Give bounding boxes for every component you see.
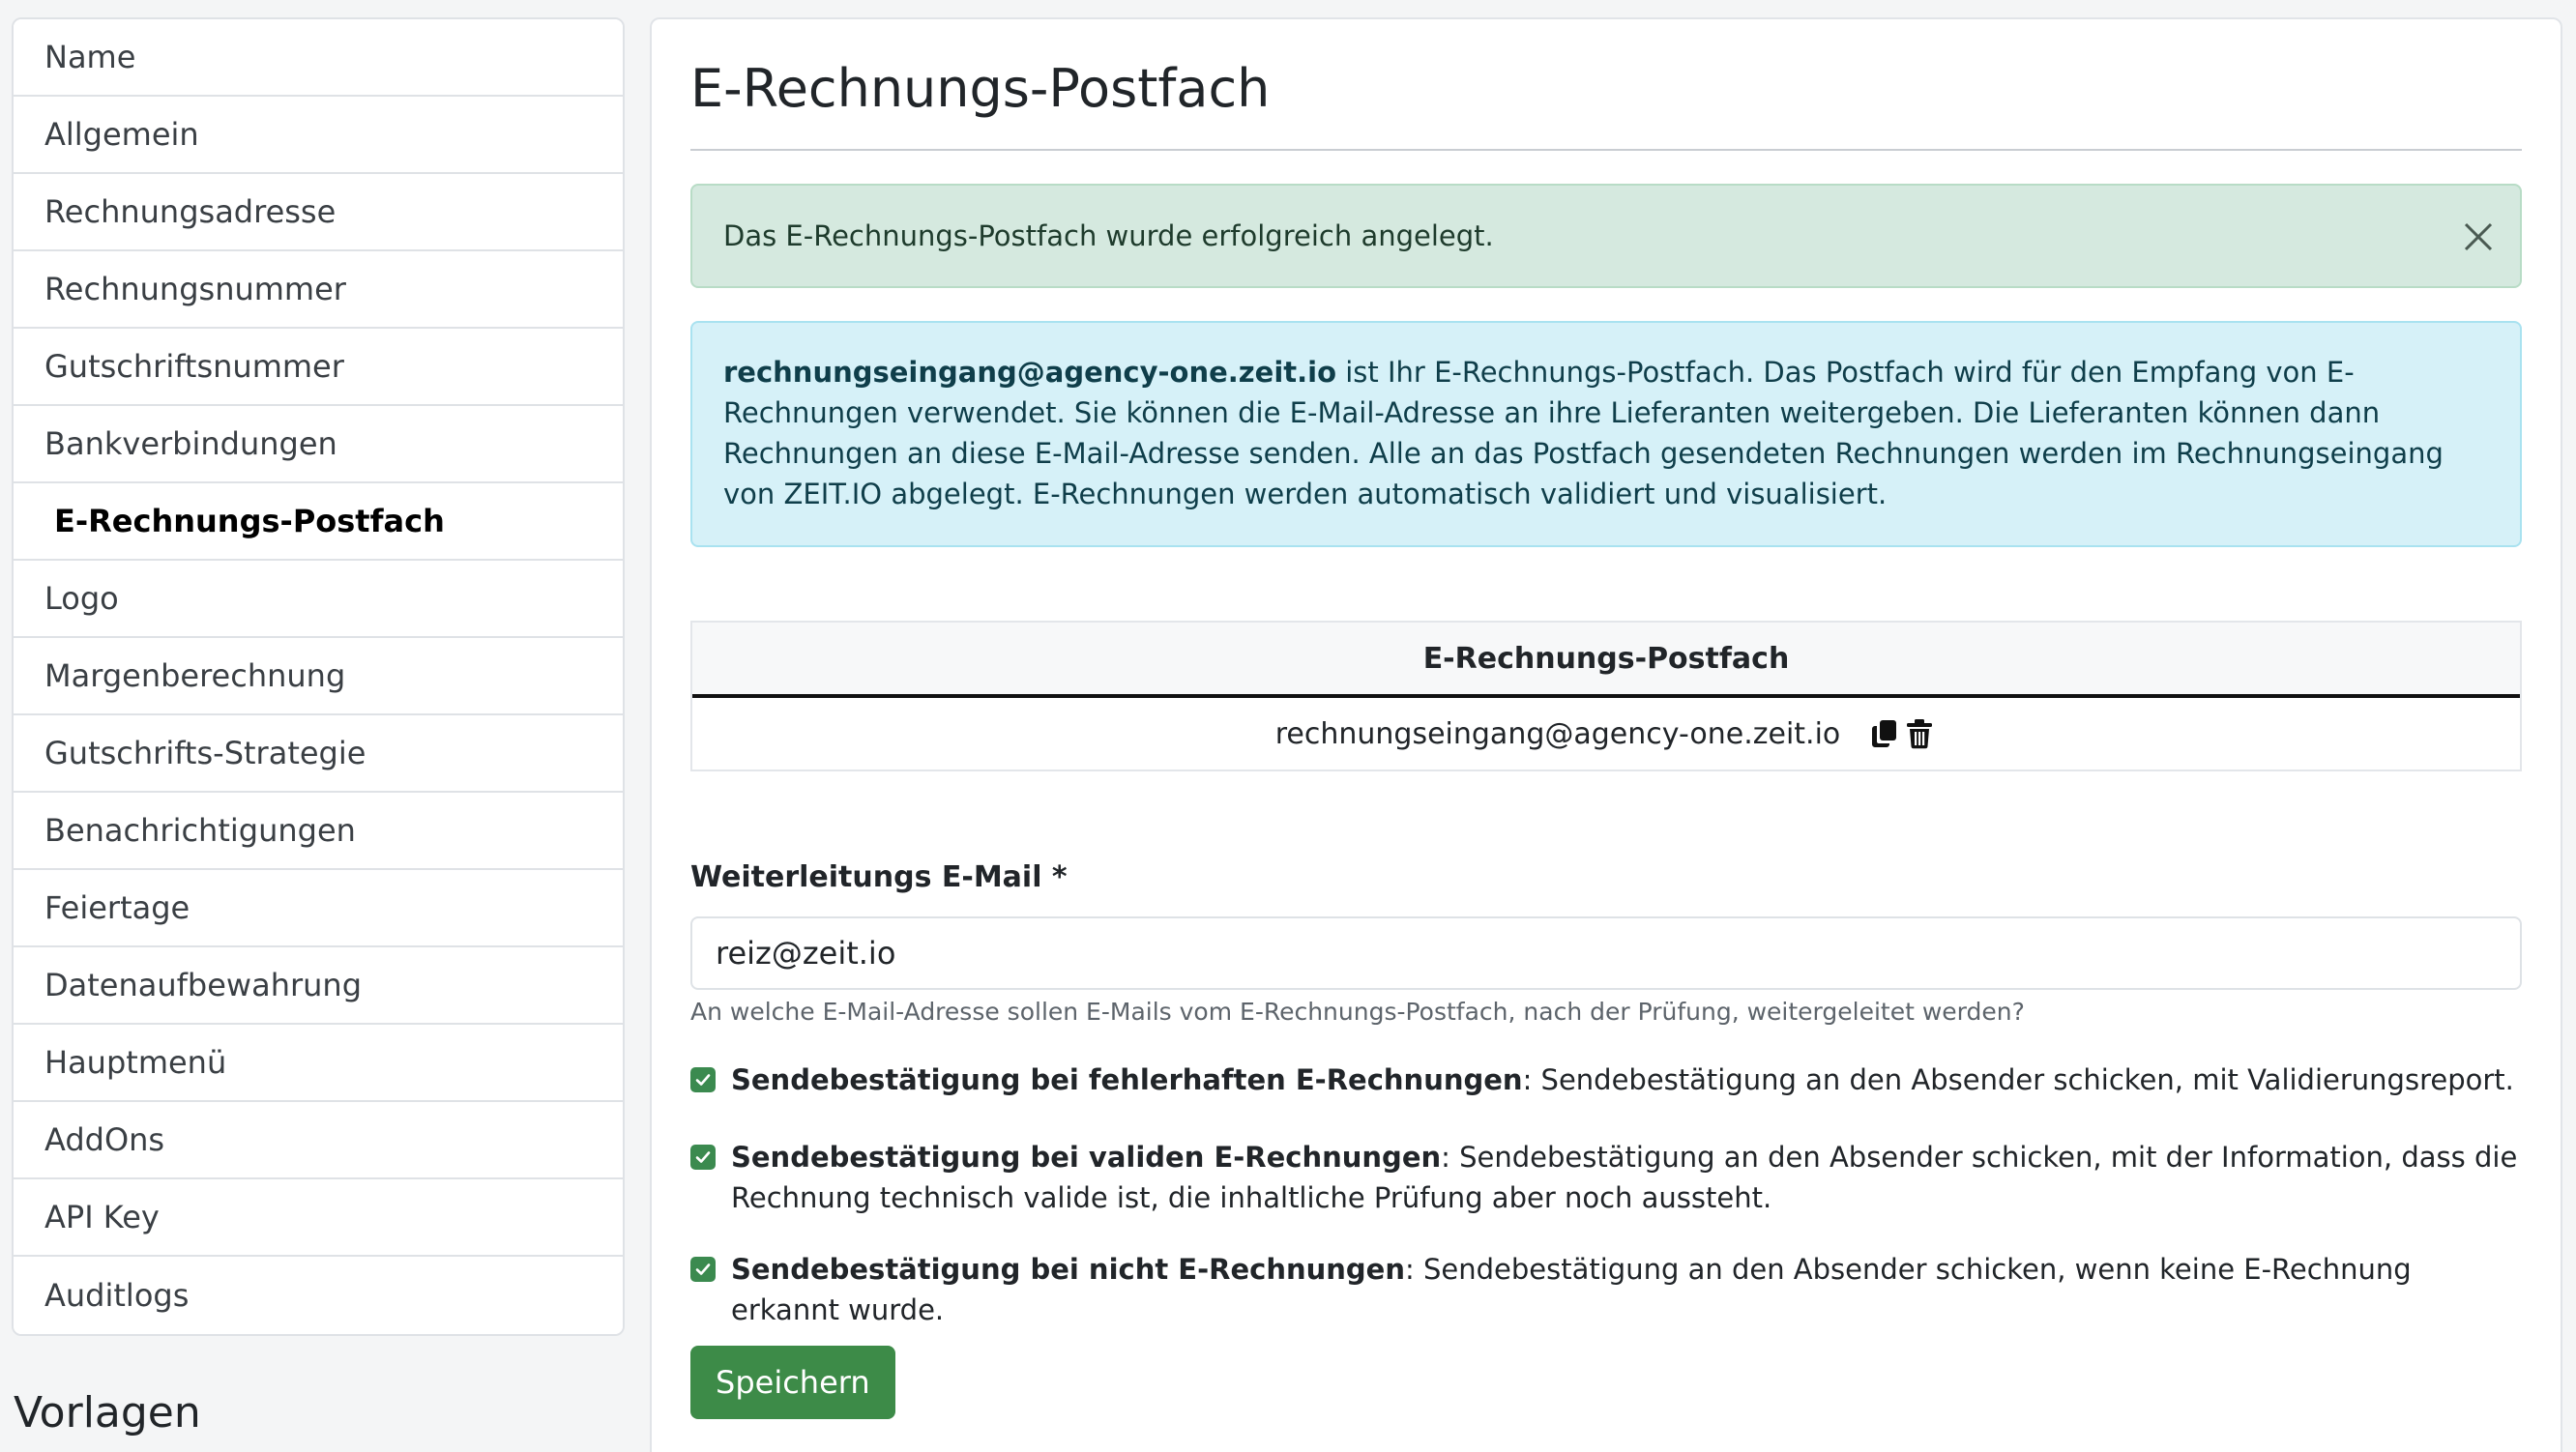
sidebar-item-e-rechnungs-postfach[interactable] [14,483,623,561]
checkbox-invalid-einvoices[interactable] [690,1067,716,1092]
sidebar-item-label: Rechnungsnummer [44,271,346,307]
option-invalid-einvoices [690,1060,2522,1100]
sidebar-item-margenberechnung[interactable] [14,638,623,715]
sidebar-item-label: Gutschrifts-Strategie [44,735,366,771]
option-non-einvoices [690,1249,2522,1330]
checkmark-icon [694,1148,712,1166]
option-valid-einvoices [690,1137,2522,1218]
sidebar-item-label: Name [44,39,136,75]
success-alert-text: Das E-Rechnungs-Postfach wurde erfolgreich angelegt. [723,219,1494,252]
option-title: Sendebestätigung bei fehlerhaften E-Rechnungen [731,1063,1523,1096]
page-title: E-Rechnungs-Postfach [690,58,1271,119]
sidebar-item-label: Feiertage [44,889,190,926]
sidebar-item-feiertage[interactable] [14,870,623,947]
checkbox-non-einvoices[interactable] [690,1257,716,1282]
sidebar-item-api-key[interactable] [14,1179,623,1257]
settings-nav [12,17,625,1336]
settings-sidebar [12,17,625,1437]
option-label [731,1137,2522,1218]
sidebar-item-label: E-Rechnungs-Postfach [54,503,445,539]
table-header-cell: E-Rechnungs-Postfach [1422,641,1790,676]
sidebar-item-rechnungsadresse[interactable] [14,174,623,251]
sidebar-item-name[interactable] [14,19,623,97]
checkmark-icon [694,1071,712,1089]
sidebar-item-addons[interactable] [14,1102,623,1179]
sidebar-item-label: AddOns [44,1121,165,1158]
option-description: : Sendebestätigung an den Absender schicken, mit Validierungsreport. [1522,1063,2514,1096]
sidebar-item-gutschrifts-strategie[interactable] [14,715,623,793]
save-button[interactable]: Speichern [690,1346,895,1419]
sidebar-item-label: Margenberechnung [44,657,346,694]
sidebar-item-allgemein[interactable] [14,97,623,174]
sidebar-item-label: Bankverbindungen [44,425,337,462]
option-title: Sendebestätigung bei validen E-Rechnungen [731,1141,1442,1174]
trash-icon[interactable] [1905,718,1934,749]
sidebar-item-gutschriftsnummer[interactable] [14,329,623,406]
sidebar-item-rechnungsnummer[interactable] [14,251,623,329]
sidebar-item-label: Rechnungsadresse [44,193,337,230]
copy-icon[interactable] [1870,718,1899,749]
option-description: : Sendebestätigung an den Absender schicken, wenn keine E-Rechnung erkannt wurde. [731,1253,2412,1326]
mailbox-email-highlight: rechnungseingang@agency-one.zeit.io [723,356,1337,389]
close-icon[interactable] [2462,220,2495,253]
success-alert [690,184,2522,288]
checkmark-icon [694,1261,712,1278]
option-label [731,1060,2522,1100]
mailbox-table [690,621,2522,771]
sidebar-item-bankverbindungen[interactable] [14,406,623,483]
mailbox-email-cell: rechnungseingang@agency-one.zeit.io [1274,716,1841,751]
info-alert [690,321,2522,547]
sidebar-item-label: API Key [44,1199,160,1235]
table-row [692,698,2520,770]
sidebar-item-label: Gutschriftsnummer [44,348,344,385]
section-heading-vorlagen: Vorlagen [14,1388,201,1437]
info-alert-text: ist Ihr E-Rechnungs-Postfach. Das Postfach wird für den Empfang von E-Rechnungen verwendet. Sie können die E-Mail-Adresse an ihre Lieferanten weitergeben. Die Lieferanten können dann Rechnungen an diese E-Mail-Adresse senden. Alle an das Postfach gesendeten Rechnungen werden im Rechnungseingang von ZEIT.IO abgelegt. E-Rechnungen werden automatisch validiert und visualisiert. [723,356,2444,510]
sidebar-item-auditlogs[interactable] [14,1257,623,1334]
option-label [731,1249,2522,1330]
sidebar-item-hauptmenue[interactable] [14,1025,623,1102]
sidebar-item-label: Benachrichtigungen [44,812,356,849]
sidebar-item-benachrichtigungen[interactable] [14,793,623,870]
sidebar-item-label: Logo [44,580,119,617]
table-header [692,623,2520,698]
sidebar-item-label: Datenaufbewahrung [44,967,363,1003]
forward-email-input[interactable] [690,916,2522,990]
option-description: : Sendebestätigung an den Absender schicken, mit der Information, dass die Rechnung technisch valide ist, die inhaltliche Prüfung aber noch aussteht. [731,1141,2518,1214]
sidebar-item-datenaufbewahrung[interactable] [14,947,623,1025]
checkbox-valid-einvoices[interactable] [690,1145,716,1170]
sidebar-item-label: Allgemein [44,116,199,153]
title-divider [690,149,2522,151]
sidebar-item-logo[interactable] [14,561,623,638]
sidebar-item-label: Auditlogs [44,1277,190,1314]
option-title: Sendebestätigung bei nicht E-Rechnungen [731,1253,1405,1286]
sidebar-item-label: Hauptmenü [44,1044,227,1081]
forward-email-label: Weiterleitungs E-Mail * [690,860,1068,894]
main-content-card [650,17,2562,1452]
forward-email-help: An welche E-Mail-Adresse sollen E-Mails vom E-Rechnungs-Postfach, nach der Prüfung, weitergeleitet werden? [690,998,2025,1026]
